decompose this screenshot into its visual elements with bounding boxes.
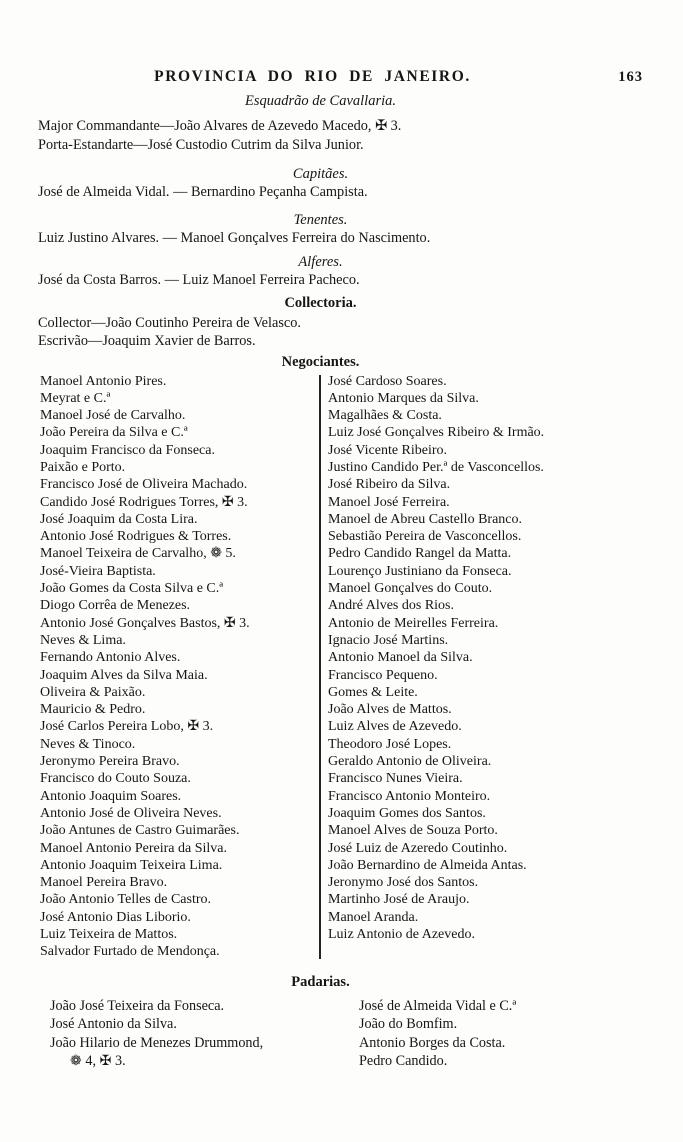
list-item: Meyrat e C.ª <box>40 390 111 406</box>
list-item: Manoel José de Carvalho. <box>40 408 186 424</box>
list-item: Francisco José de Oliveira Machado. <box>40 477 248 493</box>
line-tenentes: Luiz Justino Alvares. — Manoel Gonçalves Ferreira do Nascimento. <box>38 229 431 246</box>
padarias-columns <box>40 997 669 1071</box>
list-item: João do Bomfim. <box>359 1016 458 1033</box>
list-item: Antonio José Gonçalves Bastos, ✠ 3. <box>40 615 250 631</box>
list-item: Joaquim Alves da Silva Maia. <box>40 667 208 683</box>
page-title: PROVINCIA DO RIO DE JANEIRO. <box>154 68 471 85</box>
list-item: José Ribeiro da Silva. <box>328 477 451 493</box>
padarias-left-column <box>40 997 340 1071</box>
list-item: Manoel Aranda. <box>328 909 419 925</box>
list-item: Paixão e Porto. <box>40 459 126 475</box>
list-item: João Pereira da Silva e C.ª <box>40 425 188 441</box>
page-number: 163 <box>618 69 643 85</box>
list-item: Luiz Teixeira de Mattos. <box>40 927 178 942</box>
list-item: João Bernardino de Almeida Antas. <box>328 857 527 873</box>
list-item: João Alves de Mattos. <box>328 702 452 718</box>
list-item: Francisco Antonio Monteiro. <box>328 788 491 804</box>
list-item: Jeronymo José dos Santos. <box>328 875 479 891</box>
list-item: Joaquim Francisco da Fonseca. <box>40 442 215 458</box>
list-item: Francisco Pequeno. <box>328 667 438 683</box>
list-item: Antonio Joaquim Soares. <box>40 788 182 804</box>
column-divider-rule <box>319 375 321 959</box>
list-item: Antonio Joaquim Teixeira Lima. <box>40 857 223 873</box>
list-item: Martinho José de Araujo. <box>328 892 470 908</box>
list-item: Francisco do Couto Souza. <box>40 771 191 787</box>
heading-capitaes: Capitães. <box>292 166 349 182</box>
heading-collectoria: Collectoria. <box>284 294 357 311</box>
list-item: Luiz Antonio de Azevedo. <box>328 927 475 942</box>
list-item: Mauricio & Pedro. <box>40 702 146 718</box>
list-item: José Antonio da Silva. <box>50 1016 177 1033</box>
list-item: Fernando Antonio Alves. <box>40 650 181 666</box>
list-item: Manoel Antonio Pereira da Silva. <box>40 840 228 856</box>
list-item: Manoel Gonçalves do Couto. <box>328 581 493 597</box>
list-item: Jeronymo Pereira Bravo. <box>40 754 180 770</box>
list-item: Antonio José de Oliveira Neves. <box>40 805 222 821</box>
list-item: Gomes & Leite. <box>328 684 418 700</box>
negociantes-columns <box>40 373 669 961</box>
padarias-right-column <box>349 997 669 1071</box>
list-item: Manoel Teixeira de Carvalho, ❁ 5. <box>40 546 236 562</box>
list-item: Oliveira & Paixão. <box>40 684 146 700</box>
list-item: Joaquim Gomes dos Santos. <box>328 805 486 821</box>
line-collector: Collector—João Coutinho Pereira de Velasco. <box>38 314 301 331</box>
line-capitaes: José de Almeida Vidal. — Bernardino Peçanha Campista. <box>38 184 368 200</box>
list-item: Geraldo Antonio de Oliveira. <box>328 754 492 770</box>
list-item: Francisco Nunes Vieira. <box>328 771 463 787</box>
list-item: Antonio de Meirelles Ferreira. <box>328 615 499 631</box>
list-item: Pedro Candido. <box>359 1053 448 1070</box>
list-item: Neves & Lima. <box>40 632 126 648</box>
esquadrao-officers <box>38 117 683 154</box>
list-item: Manoel de Abreu Castello Branco. <box>328 511 523 527</box>
list-item: Neves & Tinoco. <box>40 736 136 752</box>
line-major-commandante: Major Commandante—João Alvares de Azevedo Macedo, ✠ 3. <box>38 118 402 134</box>
list-item: ❁ 4, ✠ 3. <box>70 1053 126 1070</box>
list-item: José Cardoso Soares. <box>328 373 447 389</box>
list-item: José Luiz de Azeredo Coutinho. <box>328 840 508 856</box>
heading-alferes: Alferes. <box>298 254 343 270</box>
list-item: Manoel Alves de Souza Porto. <box>328 823 498 839</box>
line-escrivao: Escrivão—Joaquim Xavier de Barros. <box>38 333 256 349</box>
heading-esquadrao: Esquadrão de Cavallaria. <box>244 93 397 109</box>
list-item: José-Vieira Baptista. <box>40 563 156 579</box>
list-item: Sebastião Pereira de Vasconcellos. <box>328 529 522 545</box>
list-item: João Antunes de Castro Guimarães. <box>40 823 240 839</box>
list-item: Diogo Corrêa de Menezes. <box>40 598 191 614</box>
page-header <box>0 0 683 86</box>
list-item: João Gomes da Costa Silva e C.ª <box>40 581 224 597</box>
list-item: Lourenço Justiniano da Fonseca. <box>328 563 512 579</box>
list-item: José Carlos Pereira Lobo, ✠ 3. <box>40 719 214 735</box>
list-item: André Alves dos Rios. <box>328 598 454 614</box>
negociantes-right-column <box>328 373 669 961</box>
list-item: Luiz José Gonçalves Ribeiro & Irmão. <box>328 425 545 441</box>
list-item: José Joaquim da Costa Lira. <box>40 511 198 527</box>
heading-negociantes: Negociantes. <box>281 353 360 370</box>
list-item: Manoel José Ferreira. <box>328 494 450 510</box>
list-item: Manoel Pereira Bravo. <box>40 875 168 891</box>
list-item: Justino Candido Per.ª de Vasconcellos. <box>328 459 544 475</box>
line-porta-estandarte: Porta-Estandarte—José Custodio Cutrim da Silva Junior. <box>38 136 364 153</box>
negociantes-left-column <box>40 373 319 961</box>
list-item: Antonio José Rodrigues & Torres. <box>40 529 232 545</box>
list-item: José de Almeida Vidal e C.ª <box>359 997 517 1014</box>
list-item: Pedro Candido Rangel da Matta. <box>328 546 512 562</box>
list-item: Salvador Furtado de Mendonça. <box>40 944 220 960</box>
list-item: José Vicente Ribeiro. <box>328 442 448 458</box>
list-item: Magalhães & Costa. <box>328 408 442 424</box>
list-item: João Hilario de Menezes Drummond, <box>50 1034 264 1051</box>
list-item: Antonio Borges da Costa. <box>359 1034 506 1051</box>
heading-tenentes: Tenentes. <box>293 211 348 228</box>
list-item: Antonio Manoel da Silva. <box>328 650 473 666</box>
list-item: João Antonio Telles de Castro. <box>40 892 212 908</box>
list-item: Candido José Rodrigues Torres, ✠ 3. <box>40 494 248 510</box>
list-item: Theodoro José Lopes. <box>328 736 452 752</box>
list-item: Ignacio José Martins. <box>328 632 449 648</box>
list-item: Manoel Antonio Pires. <box>40 373 167 389</box>
line-alferes: José da Costa Barros. — Luiz Manoel Ferreira Pacheco. <box>38 272 360 288</box>
list-item: Luiz Alves de Azevedo. <box>328 719 462 735</box>
heading-padarias: Padarias. <box>291 973 350 990</box>
list-item: José Antonio Dias Liborio. <box>40 909 191 925</box>
list-item: Antonio Marques da Silva. <box>328 390 479 406</box>
list-item: João José Teixeira da Fonseca. <box>50 997 225 1014</box>
